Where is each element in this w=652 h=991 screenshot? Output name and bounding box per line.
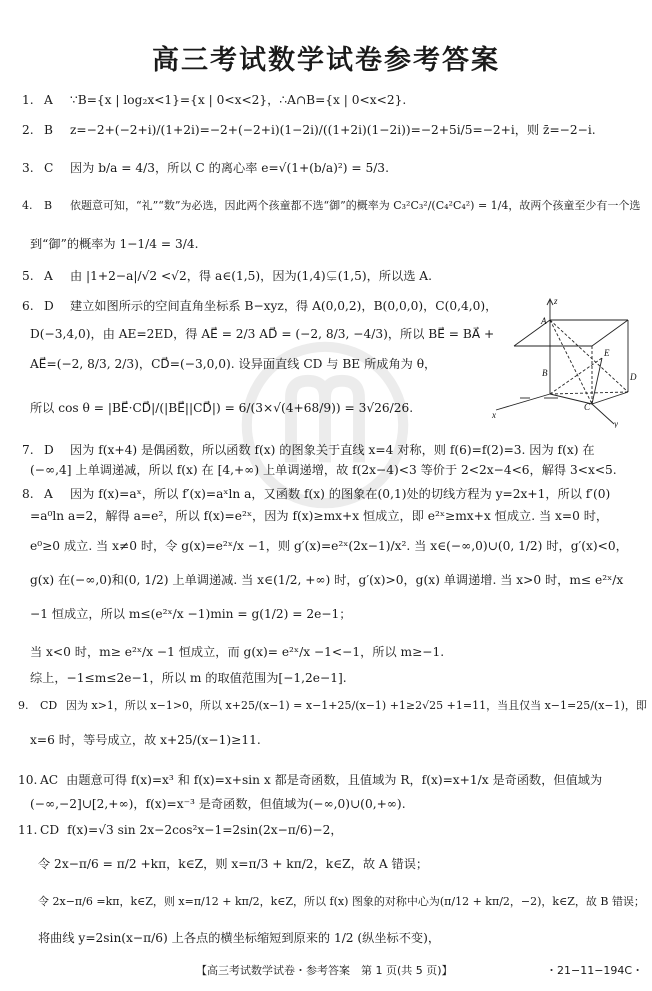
answer-line bbox=[38, 894, 645, 910]
answer-choice: D bbox=[44, 443, 54, 457]
answer-line bbox=[30, 538, 628, 554]
solution-text: 令 2x−π/6 =kπ，k∈Z，则 x=π/12 + kπ/2，k∈Z，所以 f(x) 图象的对称中心为(π/12 + kπ/2，−2)，k∈Z，故 B 错误； bbox=[38, 895, 645, 908]
solution-text: f(x)=√3 sin 2x−2cos²x−1=2sin(2x−π/6)−2， bbox=[67, 823, 343, 837]
question-number: 5. bbox=[22, 269, 34, 283]
fig-label-d: D bbox=[630, 372, 637, 382]
answer-line bbox=[30, 606, 351, 622]
solution-text: e⁰≥0 成立. 当 x≠0 时，令 g(x)=e²ˣ/x −1，则 g′(x)=e²ˣ(2x−1)/x². 当 x∈(−∞,0)∪(0, 1/2) 时，g′(x)<0， bbox=[30, 539, 628, 553]
answer-line bbox=[18, 822, 343, 838]
fig-label-z: z bbox=[554, 296, 558, 306]
solution-text: x=6 时，等号成立，故 x+25/(x−1)≥11. bbox=[30, 733, 261, 747]
question-number: 8. bbox=[22, 487, 34, 501]
solution-text: =a⁰ln a=2，解得 a=e²，所以 f(x)=e²ˣ，因为 f(x)≥mx+x 恒成立，即 e²ˣ≥mx+x 恒成立. 当 x=0 时， bbox=[30, 509, 609, 523]
solution-text: g(x) 在(−∞,0)和(0, 1/2) 上单调递减. 当 x∈(1/2, +∞) 时，g′(x)>0，g(x) 单调递增. 当 x>0 时，m≤ e²ˣ/x bbox=[30, 573, 624, 587]
question-number: 9. bbox=[18, 699, 29, 712]
footer-page-info: 【高三考试数学试卷・参考答案 第 1 页(共 5 页)】 bbox=[196, 964, 453, 977]
question-number: 7. bbox=[22, 443, 34, 457]
answer-line bbox=[18, 698, 647, 714]
answer-line bbox=[30, 644, 444, 660]
answer-line bbox=[30, 670, 347, 686]
solution-text: 到“御”的概率为 1−1/4 = 3/4. bbox=[30, 237, 199, 251]
question-number: 4. bbox=[22, 199, 33, 212]
answer-choice: AC bbox=[40, 773, 59, 787]
answer-line bbox=[22, 160, 389, 176]
footer-code: ・21−11−194C・ bbox=[546, 964, 644, 977]
answer-line bbox=[18, 772, 602, 788]
solution-text: AE⃗=(−2, 8/3, 2/3)，CD⃗=(−3,0,0). 设异面直线 CD 与 BE 所成角为 θ， bbox=[30, 357, 437, 371]
solution-text: 所以 cos θ = |BE⃗·CD⃗|/(|BE⃗||CD⃗|) = 6/(3×√(4+68/9)) = 3√26/26. bbox=[30, 401, 414, 415]
solution-text: 由题意可得 f(x)=x³ 和 f(x)=x+sin x 都是奇函数，且值域为 R，f(x)=x+1/x 是奇函数，但值域为 bbox=[66, 773, 603, 787]
fig-label-b: B bbox=[542, 368, 548, 378]
answer-choice: C bbox=[44, 161, 54, 175]
solution-text: z=−2+(−2+i)/(1+2i)=−2+(−2+i)(1−2i)/((1+2i)(1−2i))=−2+5i/5=−2+i，则 z̄=−2−i. bbox=[70, 123, 596, 137]
answer-choice: A bbox=[44, 93, 53, 107]
fig-label-x: x bbox=[492, 410, 496, 420]
answer-choice: D bbox=[44, 299, 54, 313]
answer-line bbox=[30, 796, 406, 812]
fig-label-y: y bbox=[614, 419, 618, 428]
answer-line bbox=[22, 198, 640, 214]
fig-label-e: E bbox=[604, 348, 610, 358]
solution-text: 因为 f(x)=aˣ，所以 f′(x)=aˣln a，又函数 f(x) 的图象在(0,1)处的切线方程为 y=2x+1，所以 f′(0) bbox=[70, 487, 611, 501]
coordinate-figure bbox=[484, 296, 648, 428]
solution-text: (−∞,4] 上单调递减，所以 f(x) 在 [4,+∞) 上单调递增，故 f(2x−4)<3 等价于 2<2x−4<6，解得 3<x<5. bbox=[30, 463, 617, 477]
solution-text: 因为 b/a = 4/3，所以 C 的离心率 e=√(1+(b/a)²) = 5/3. bbox=[70, 161, 389, 175]
answer-choice: B bbox=[44, 123, 53, 137]
answer-line bbox=[30, 236, 199, 252]
solution-text: (−∞,−2]∪[2,+∞)，f(x)=x⁻³ 是奇函数，但值域为(−∞,0)∪(0,+∞). bbox=[30, 797, 406, 811]
answer-choice: A bbox=[44, 487, 53, 501]
answer-choice: A bbox=[44, 269, 53, 283]
watermark-seal bbox=[240, 340, 410, 510]
solution-text: 依题意可知，“礼”“数”为必选，因此两个孩童都不选“御”的概率为 C₃²C₃²/(C₄²C₄²) = 1/4，故两个孩童至少有一个选 bbox=[70, 199, 641, 212]
solution-text: −1 恒成立，所以 m≤(e²ˣ/x −1)min = g(1/2) = 2e−1； bbox=[30, 607, 352, 621]
answer-line bbox=[30, 508, 608, 524]
question-number: 1. bbox=[22, 93, 34, 107]
answer-line bbox=[22, 268, 432, 284]
page-title: 高三考试数学试卷参考答案 bbox=[152, 45, 500, 76]
solution-text: 当 x<0 时，m≥ e²ˣ/x −1 恒成立，而 g(x)= e²ˣ/x −1<−1，所以 m≥−1. bbox=[30, 645, 445, 659]
solution-text: 建立如图所示的空间直角坐标系 B−xyz，得 A(0,0,2)，B(0,0,0)，C(0,4,0)， bbox=[70, 299, 498, 313]
question-number: 10. bbox=[18, 773, 38, 787]
fig-label-c: C bbox=[584, 402, 591, 412]
solution-text: D(−3,4,0)，由 AE=2ED，得 AE⃗ = 2/3 AD⃗ = (−2, 8/3, −4/3)，所以 BE⃗ = BA⃗ + bbox=[30, 327, 495, 341]
solution-text: 将曲线 y=2sin(x−π/6) 上各点的横坐标缩短到原来的 1/2 (纵坐标不变)， bbox=[38, 931, 441, 945]
answer-line bbox=[38, 856, 428, 872]
answer-choice: CD bbox=[40, 699, 58, 712]
answer-line bbox=[22, 298, 497, 314]
solution-text: 因为 f(x+4) 是偶函数，所以函数 f(x) 的图象关于直线 x=4 对称，则 f(6)=f(2)=3. 因为 f(x) 在 bbox=[70, 443, 595, 457]
answer-line bbox=[22, 122, 596, 138]
answer-line bbox=[38, 930, 440, 946]
solution-text: 令 2x−π/6 = π/2 +kπ，k∈Z，则 x=π/3 + kπ/2，k∈Z，故 A 错误； bbox=[38, 857, 429, 871]
fig-label-a: A bbox=[541, 316, 547, 326]
question-number: 11. bbox=[18, 823, 38, 837]
solution-text: 由 |1+2−a|/√2 <√2，得 a∈(1,5)，因为(1,4)⊊(1,5)，所以选 A. bbox=[70, 269, 432, 283]
answer-choice: CD bbox=[40, 823, 60, 837]
solution-text: ∵B={x | log₂x<1}={x | 0<x<2}，∴A∩B={x | 0<x<2}. bbox=[70, 93, 407, 107]
answer-line bbox=[22, 92, 406, 108]
answer-line bbox=[30, 732, 261, 748]
solution-text: 因为 x>1，所以 x−1>0，所以 x+25/(x−1) = x−1+25/(x−1) +1≥2√25 +1=11，当且仅当 x−1=25/(x−1)，即 bbox=[66, 699, 647, 712]
question-number: 2. bbox=[22, 123, 34, 137]
question-number: 3. bbox=[22, 161, 34, 175]
answer-choice: B bbox=[44, 199, 53, 212]
solution-text: 综上，−1≤m≤2e−1，所以 m 的取值范围为[−1,2e−1]. bbox=[30, 671, 347, 685]
question-number: 6. bbox=[22, 299, 34, 313]
answer-line bbox=[30, 572, 623, 588]
